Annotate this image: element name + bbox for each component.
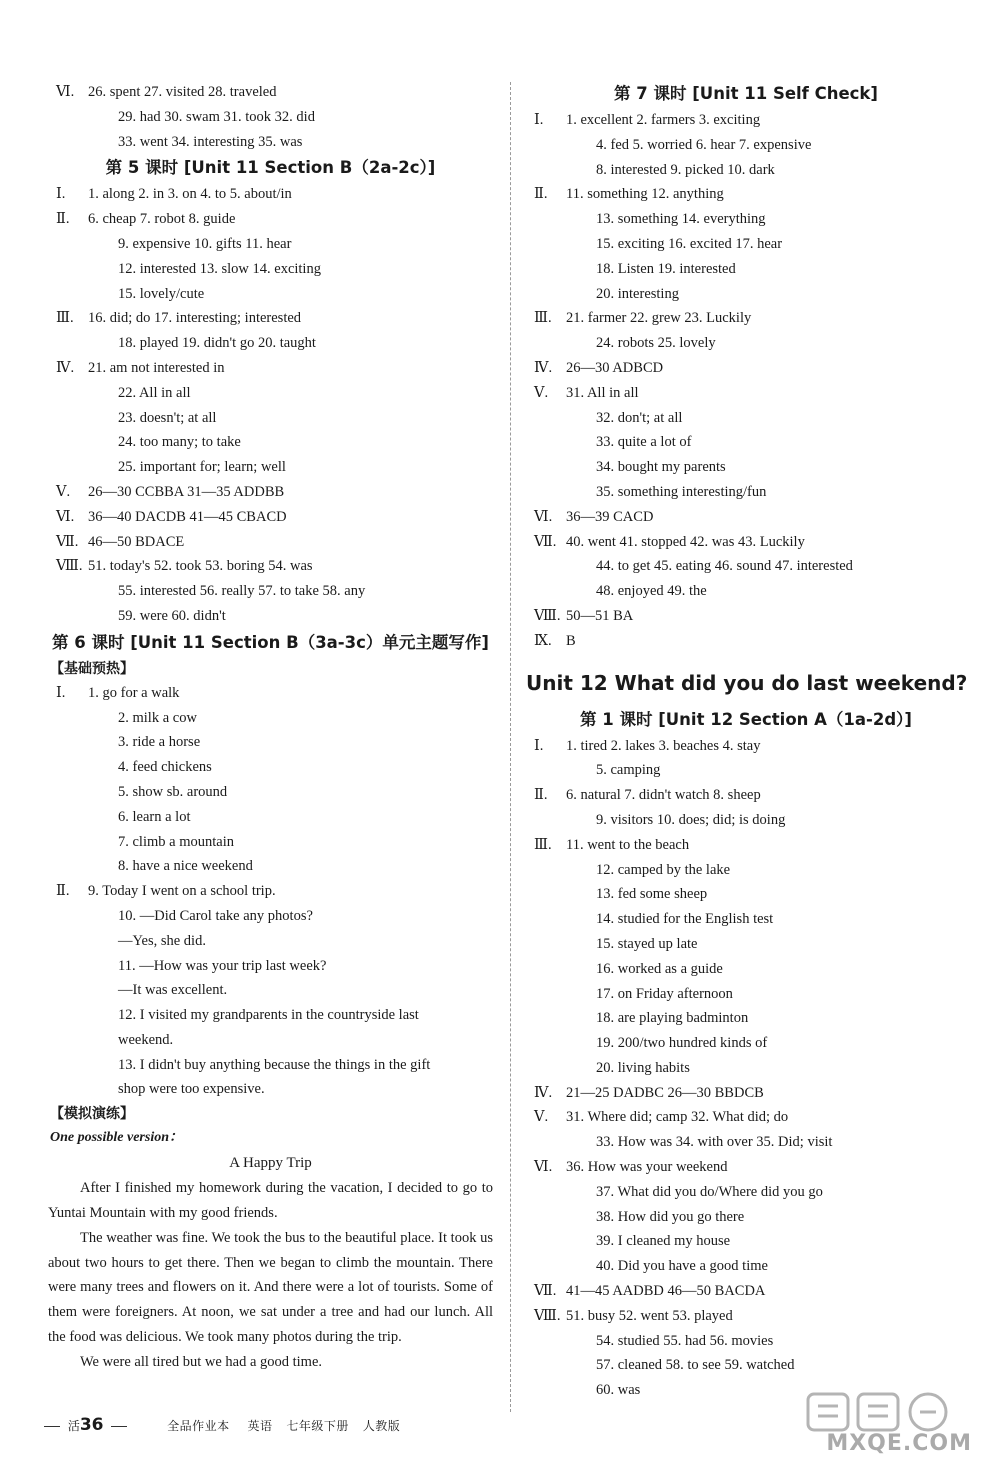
answer-text: 60. was xyxy=(596,1382,641,1399)
answer-text: 13. something 14. everything xyxy=(596,211,766,228)
answer-line xyxy=(526,1180,966,1205)
answer-text: 33. quite a lot of xyxy=(596,434,692,451)
answer-text: 24. robots 25. lovely xyxy=(596,335,716,352)
left-column xyxy=(48,80,493,1375)
answer-line xyxy=(526,932,966,957)
answer-line xyxy=(48,430,493,455)
answer-line xyxy=(526,133,966,158)
answer-text: 59. were 60. didn't xyxy=(118,607,226,624)
answer-line xyxy=(48,182,493,207)
answer-line xyxy=(48,1003,493,1028)
answer-line xyxy=(526,257,966,282)
answer-text: B xyxy=(566,632,576,649)
answer-text: 4. fed 5. worried 6. hear 7. expensive xyxy=(596,136,812,153)
answer-text: —It was excellent. xyxy=(118,982,228,999)
answer-text: 9. expensive 10. gifts 11. hear xyxy=(118,235,292,252)
answer-line xyxy=(48,681,493,706)
roman-numeral: Ⅶ. xyxy=(534,533,557,550)
watermark-text: MXQE.COM xyxy=(826,1431,972,1456)
roman-numeral: Ⅱ. xyxy=(534,787,548,804)
answer-line xyxy=(526,1329,966,1354)
roman-numeral: Ⅷ. xyxy=(56,558,83,575)
essay-paragraph: After I finished my homework during the vacation, I decided to go to Yuntai Mountain with my good friends. xyxy=(48,1180,493,1222)
answer-line xyxy=(48,1053,493,1078)
column-divider xyxy=(510,82,511,1412)
answer-line xyxy=(48,854,493,879)
answer-text: 6. learn a lot xyxy=(118,808,191,825)
answer-line xyxy=(526,1229,966,1254)
answer-text: weekend. xyxy=(118,1031,174,1048)
version-label: One possible version： xyxy=(50,1130,183,1146)
roman-numeral: Ⅵ. xyxy=(56,84,75,100)
roman-numeral: Ⅰ. xyxy=(534,737,544,754)
answer-text: 8. interested 9. picked 10. dark xyxy=(596,161,775,178)
subject: 英语 xyxy=(247,1419,273,1433)
roman-numeral: Ⅴ. xyxy=(534,1109,549,1126)
answer-line xyxy=(526,629,966,654)
answer-line xyxy=(526,758,966,783)
answer-text: 18. Listen 19. interested xyxy=(596,260,736,277)
answer-text: 13. I didn't buy anything because the things in the gift xyxy=(118,1056,431,1073)
answer-text: 31. Where did; camp 32. What did; do xyxy=(566,1109,789,1126)
answer-line xyxy=(526,381,966,406)
answer-line xyxy=(526,232,966,257)
essay-paragraph: The weather was fine. We took the bus to the beautiful place. It took us about two hours to get there. Then we began to climb the mountain. There were many trees and flowers on it. And there were a lot of tourists. Some of them were foreigners. At noon, we sat under a tree and had our lunch. All the food was delicious. We took many photos during the trip. xyxy=(48,1229,493,1346)
answer-text: 1. excellent 2. farmers 3. exciting xyxy=(566,112,761,128)
answer-line xyxy=(526,282,966,307)
answer-text: 8. have a nice weekend xyxy=(118,858,253,875)
answer-text: 2. milk a cow xyxy=(118,709,197,726)
answer-line xyxy=(526,108,966,133)
answer-text: 57. cleaned 58. to see 59. watched xyxy=(596,1357,795,1374)
answer-text: 14. studied for the English test xyxy=(596,911,774,928)
answer-line xyxy=(526,1031,966,1056)
grade: 七年级下册 xyxy=(286,1419,349,1433)
answer-text: 11. —How was your trip last week? xyxy=(118,957,327,974)
answer-line xyxy=(526,1205,966,1230)
answer-line xyxy=(48,455,493,480)
answer-line xyxy=(526,734,966,759)
answer-text: 31. All in all xyxy=(566,384,639,401)
answer-text: 36. How was your weekend xyxy=(566,1159,728,1176)
roman-numeral: Ⅲ. xyxy=(56,310,74,327)
roman-numeral: Ⅷ. xyxy=(534,1307,561,1324)
answer-line xyxy=(48,579,493,604)
answer-line xyxy=(526,1279,966,1304)
answer-text: 1. along 2. in 3. on 4. to 5. about/in xyxy=(88,186,292,203)
answer-line xyxy=(526,1081,966,1106)
answer-text: 9. visitors 10. does; did; is doing xyxy=(596,811,786,828)
answer-line xyxy=(48,80,493,105)
answer-line xyxy=(48,130,493,155)
answer-text: shop were too expensive. xyxy=(118,1081,265,1098)
unit12-lesson1-answers xyxy=(526,734,966,1404)
edition: 人教版 xyxy=(362,1419,401,1433)
answer-line xyxy=(48,879,493,904)
answer-line xyxy=(526,808,966,833)
answer-text: 15. exciting 16. excited 17. hear xyxy=(596,235,783,252)
answer-line xyxy=(48,978,493,1003)
roman-numeral: Ⅲ. xyxy=(534,310,552,327)
answer-text: 16. worked as a guide xyxy=(596,960,723,977)
answer-line xyxy=(48,406,493,431)
essay-paragraph: We were all tired but we had a good time. xyxy=(80,1353,323,1370)
answer-text: 26—30 ADBCD xyxy=(566,359,664,376)
answer-line xyxy=(526,957,966,982)
roman-numeral: Ⅲ. xyxy=(534,836,552,853)
answer-text: 26—30 CCBBA 31—35 ADDBB xyxy=(88,483,285,500)
answer-line xyxy=(48,105,493,130)
answer-text: 19. 200/two hundred kinds of xyxy=(596,1035,768,1052)
answer-text: 24. too many; to take xyxy=(118,434,241,451)
answer-text: 25. important for; learn; well xyxy=(118,459,286,476)
answer-text: 35. something interesting/fun xyxy=(596,483,767,500)
essay-title: A Happy Trip xyxy=(229,1155,312,1172)
answer-line xyxy=(526,1254,966,1279)
answer-line xyxy=(48,554,493,579)
answer-line xyxy=(48,331,493,356)
answer-line xyxy=(526,182,966,207)
answer-text: 32. don't; at all xyxy=(596,409,683,426)
answer-line xyxy=(526,1130,966,1155)
answer-text: 4. feed chickens xyxy=(118,759,212,776)
answer-text: —Yes, she did. xyxy=(118,932,206,949)
answer-line xyxy=(526,783,966,808)
roman-numeral: Ⅱ. xyxy=(534,186,548,203)
answer-text: 55. interested 56. really 57. to take 58. any xyxy=(118,583,366,600)
answer-text: 21. farmer 22. grew 23. Luckily xyxy=(566,310,752,327)
answer-line xyxy=(48,1028,493,1053)
roman-numeral: Ⅱ. xyxy=(56,883,70,900)
unit12-title: Unit 12 What did you do last weekend? xyxy=(526,670,968,695)
answer-text: 36—40 DACDB 41—45 CBACD xyxy=(88,508,287,525)
answer-line xyxy=(48,755,493,780)
roman-numeral: Ⅵ. xyxy=(534,1159,553,1176)
answer-text: 5. camping xyxy=(596,762,661,779)
answer-line xyxy=(48,780,493,805)
answer-text: 13. fed some sheep xyxy=(596,886,708,903)
answer-text: 10. —Did Carol take any photos? xyxy=(118,907,313,924)
answer-text: 48. enjoyed 49. the xyxy=(596,583,707,600)
answer-text: 37. What did you do/Where did you go xyxy=(596,1183,823,1200)
answer-line xyxy=(526,1304,966,1329)
answer-text: 40. Did you have a good time xyxy=(596,1258,768,1275)
answer-line xyxy=(526,356,966,381)
page-footer xyxy=(40,1412,400,1438)
answer-line xyxy=(526,604,966,629)
answer-text: 51. busy 52. went 53. played xyxy=(566,1307,733,1324)
lesson5-title: 第 5 课时 [Unit 11 Section B（2a-2c）] xyxy=(105,158,436,178)
answer-line xyxy=(526,833,966,858)
answer-text: 40. went 41. stopped 42. was 43. Luckily xyxy=(566,533,805,550)
answer-text: 1. tired 2. lakes 3. beaches 4. stay xyxy=(566,737,761,754)
lesson7-answers xyxy=(526,108,966,654)
answer-text: 36—39 CACD xyxy=(566,508,654,525)
answer-line xyxy=(48,954,493,979)
answer-text: 6. natural 7. didn't watch 8. sheep xyxy=(566,787,761,804)
warmup-answers xyxy=(48,681,493,1103)
answer-text: 44. to get 45. eating 46. sound 47. interested xyxy=(596,558,853,575)
answer-line xyxy=(48,904,493,929)
answer-line xyxy=(48,207,493,232)
answer-line xyxy=(526,505,966,530)
answer-line xyxy=(48,830,493,855)
footer-prefix: 活 xyxy=(67,1419,80,1433)
answer-text: 26. spent 27. visited 28. traveled xyxy=(88,84,277,100)
answer-text: 20. living habits xyxy=(596,1059,690,1076)
answer-text: 7. climb a mountain xyxy=(118,833,234,850)
answer-text: 20. interesting xyxy=(596,285,679,302)
essay-body xyxy=(48,1176,493,1374)
answer-line xyxy=(526,1056,966,1081)
answer-line xyxy=(526,882,966,907)
answer-text: 33. went 34. interesting 35. was xyxy=(118,133,303,150)
roman-numeral: Ⅳ. xyxy=(534,359,553,376)
roman-numeral: Ⅱ. xyxy=(56,211,70,228)
unit12-lesson1-title: 第 1 课时 [Unit 12 Section A（1a-2d）] xyxy=(580,709,912,729)
answer-text: 22. All in all xyxy=(118,384,191,401)
answer-text: 16. did; do 17. interesting; interested xyxy=(88,310,302,327)
roman-numeral: Ⅵ. xyxy=(56,508,75,525)
roman-numeral: Ⅳ. xyxy=(534,1084,553,1101)
answer-line xyxy=(48,381,493,406)
book-name: 全品作业本 xyxy=(167,1419,230,1433)
answer-text: 3. ride a horse xyxy=(118,734,201,751)
answer-text: 1. go for a walk xyxy=(88,684,180,701)
roman-numeral: Ⅶ. xyxy=(56,533,79,550)
answer-line xyxy=(48,929,493,954)
lesson4-tail xyxy=(48,80,493,154)
site-watermark xyxy=(748,1388,978,1458)
roman-numeral: Ⅶ. xyxy=(534,1283,557,1300)
answer-text: 17. on Friday afternoon xyxy=(596,985,733,1002)
roman-numeral: Ⅵ. xyxy=(534,508,553,525)
answer-line xyxy=(48,706,493,731)
answer-line xyxy=(526,158,966,183)
answer-line xyxy=(48,232,493,257)
answer-text: 11. something 12. anything xyxy=(566,186,724,203)
answer-text: 18. played 19. didn't go 20. taught xyxy=(118,335,316,352)
answer-line xyxy=(526,530,966,555)
answer-line xyxy=(526,907,966,932)
answer-line xyxy=(526,1006,966,1031)
answer-text: 12. camped by the lake xyxy=(596,861,731,878)
answer-line xyxy=(526,579,966,604)
answer-text: 46—50 BDACE xyxy=(88,533,185,550)
answer-line xyxy=(526,207,966,232)
answer-line xyxy=(526,982,966,1007)
answer-text: 38. How did you go there xyxy=(596,1208,745,1225)
answer-text: 29. had 30. swam 31. took 32. did xyxy=(118,108,315,125)
roman-numeral: Ⅴ. xyxy=(56,483,71,500)
answer-line xyxy=(48,805,493,830)
answer-line xyxy=(526,858,966,883)
lesson5-answers xyxy=(48,182,493,628)
answer-line xyxy=(48,1077,493,1102)
roman-numeral: Ⅰ. xyxy=(534,112,544,128)
answer-text: 21—25 DADBC 26—30 BBDCB xyxy=(566,1084,764,1101)
answer-line xyxy=(48,604,493,629)
answer-text: 34. bought my parents xyxy=(596,459,726,476)
answer-line xyxy=(48,257,493,282)
roman-numeral: Ⅷ. xyxy=(534,607,561,624)
answer-text: 12. I visited my grandparents in the countryside last xyxy=(118,1007,419,1024)
answer-text: 50—51 BA xyxy=(566,607,634,624)
answer-line xyxy=(526,406,966,431)
answer-text: 39. I cleaned my house xyxy=(596,1233,731,1250)
answer-line xyxy=(526,306,966,331)
answer-text: 9. Today I went on a school trip. xyxy=(88,883,276,900)
lesson6-title: 第 6 课时 [Unit 11 Section B（3a-3c）单元主题写作] xyxy=(52,632,489,652)
answer-text: 6. cheap 7. robot 8. guide xyxy=(88,211,236,228)
roman-numeral: Ⅰ. xyxy=(56,684,66,701)
answer-text: 5. show sb. around xyxy=(118,783,228,800)
answer-line xyxy=(526,1105,966,1130)
page-number: 36 xyxy=(79,1415,104,1435)
answer-line xyxy=(48,282,493,307)
roman-numeral: Ⅸ. xyxy=(534,632,552,649)
answer-text: 15. lovely/cute xyxy=(118,285,205,302)
answer-line xyxy=(48,530,493,555)
answer-line xyxy=(48,356,493,381)
answer-text: 15. stayed up late xyxy=(596,935,698,952)
answer-text: 21. am not interested in xyxy=(88,359,225,376)
answer-line xyxy=(526,554,966,579)
answer-text: 51. today's 52. took 53. boring 54. was xyxy=(88,558,313,575)
answer-line xyxy=(526,331,966,356)
answer-line xyxy=(526,1155,966,1180)
answer-text: 18. are playing badminton xyxy=(596,1010,749,1027)
answer-line xyxy=(48,730,493,755)
answer-text: 23. doesn't; at all xyxy=(118,409,217,426)
warmup-label: 【基础预热】 xyxy=(50,660,134,677)
answer-text: 12. interested 13. slow 14. exciting xyxy=(118,260,321,277)
answer-line xyxy=(48,480,493,505)
right-column xyxy=(526,80,966,1403)
practice-label: 【模拟演练】 xyxy=(50,1106,134,1123)
answer-line xyxy=(48,505,493,530)
answer-line xyxy=(526,1353,966,1378)
roman-numeral: Ⅴ. xyxy=(534,384,549,401)
answer-line xyxy=(526,480,966,505)
answer-text: 54. studied 55. had 56. movies xyxy=(596,1332,774,1349)
answer-line xyxy=(526,430,966,455)
roman-numeral: Ⅰ. xyxy=(56,186,66,203)
answer-line xyxy=(48,306,493,331)
answer-text: 11. went to the beach xyxy=(566,836,690,853)
lesson7-title: 第 7 课时 [Unit 11 Self Check] xyxy=(614,84,878,103)
answer-text: 41—45 AADBD 46—50 BACDA xyxy=(566,1283,766,1300)
roman-numeral: Ⅳ. xyxy=(56,359,75,376)
answer-line xyxy=(526,455,966,480)
answer-text: 33. How was 34. with over 35. Did; visit xyxy=(596,1134,833,1151)
